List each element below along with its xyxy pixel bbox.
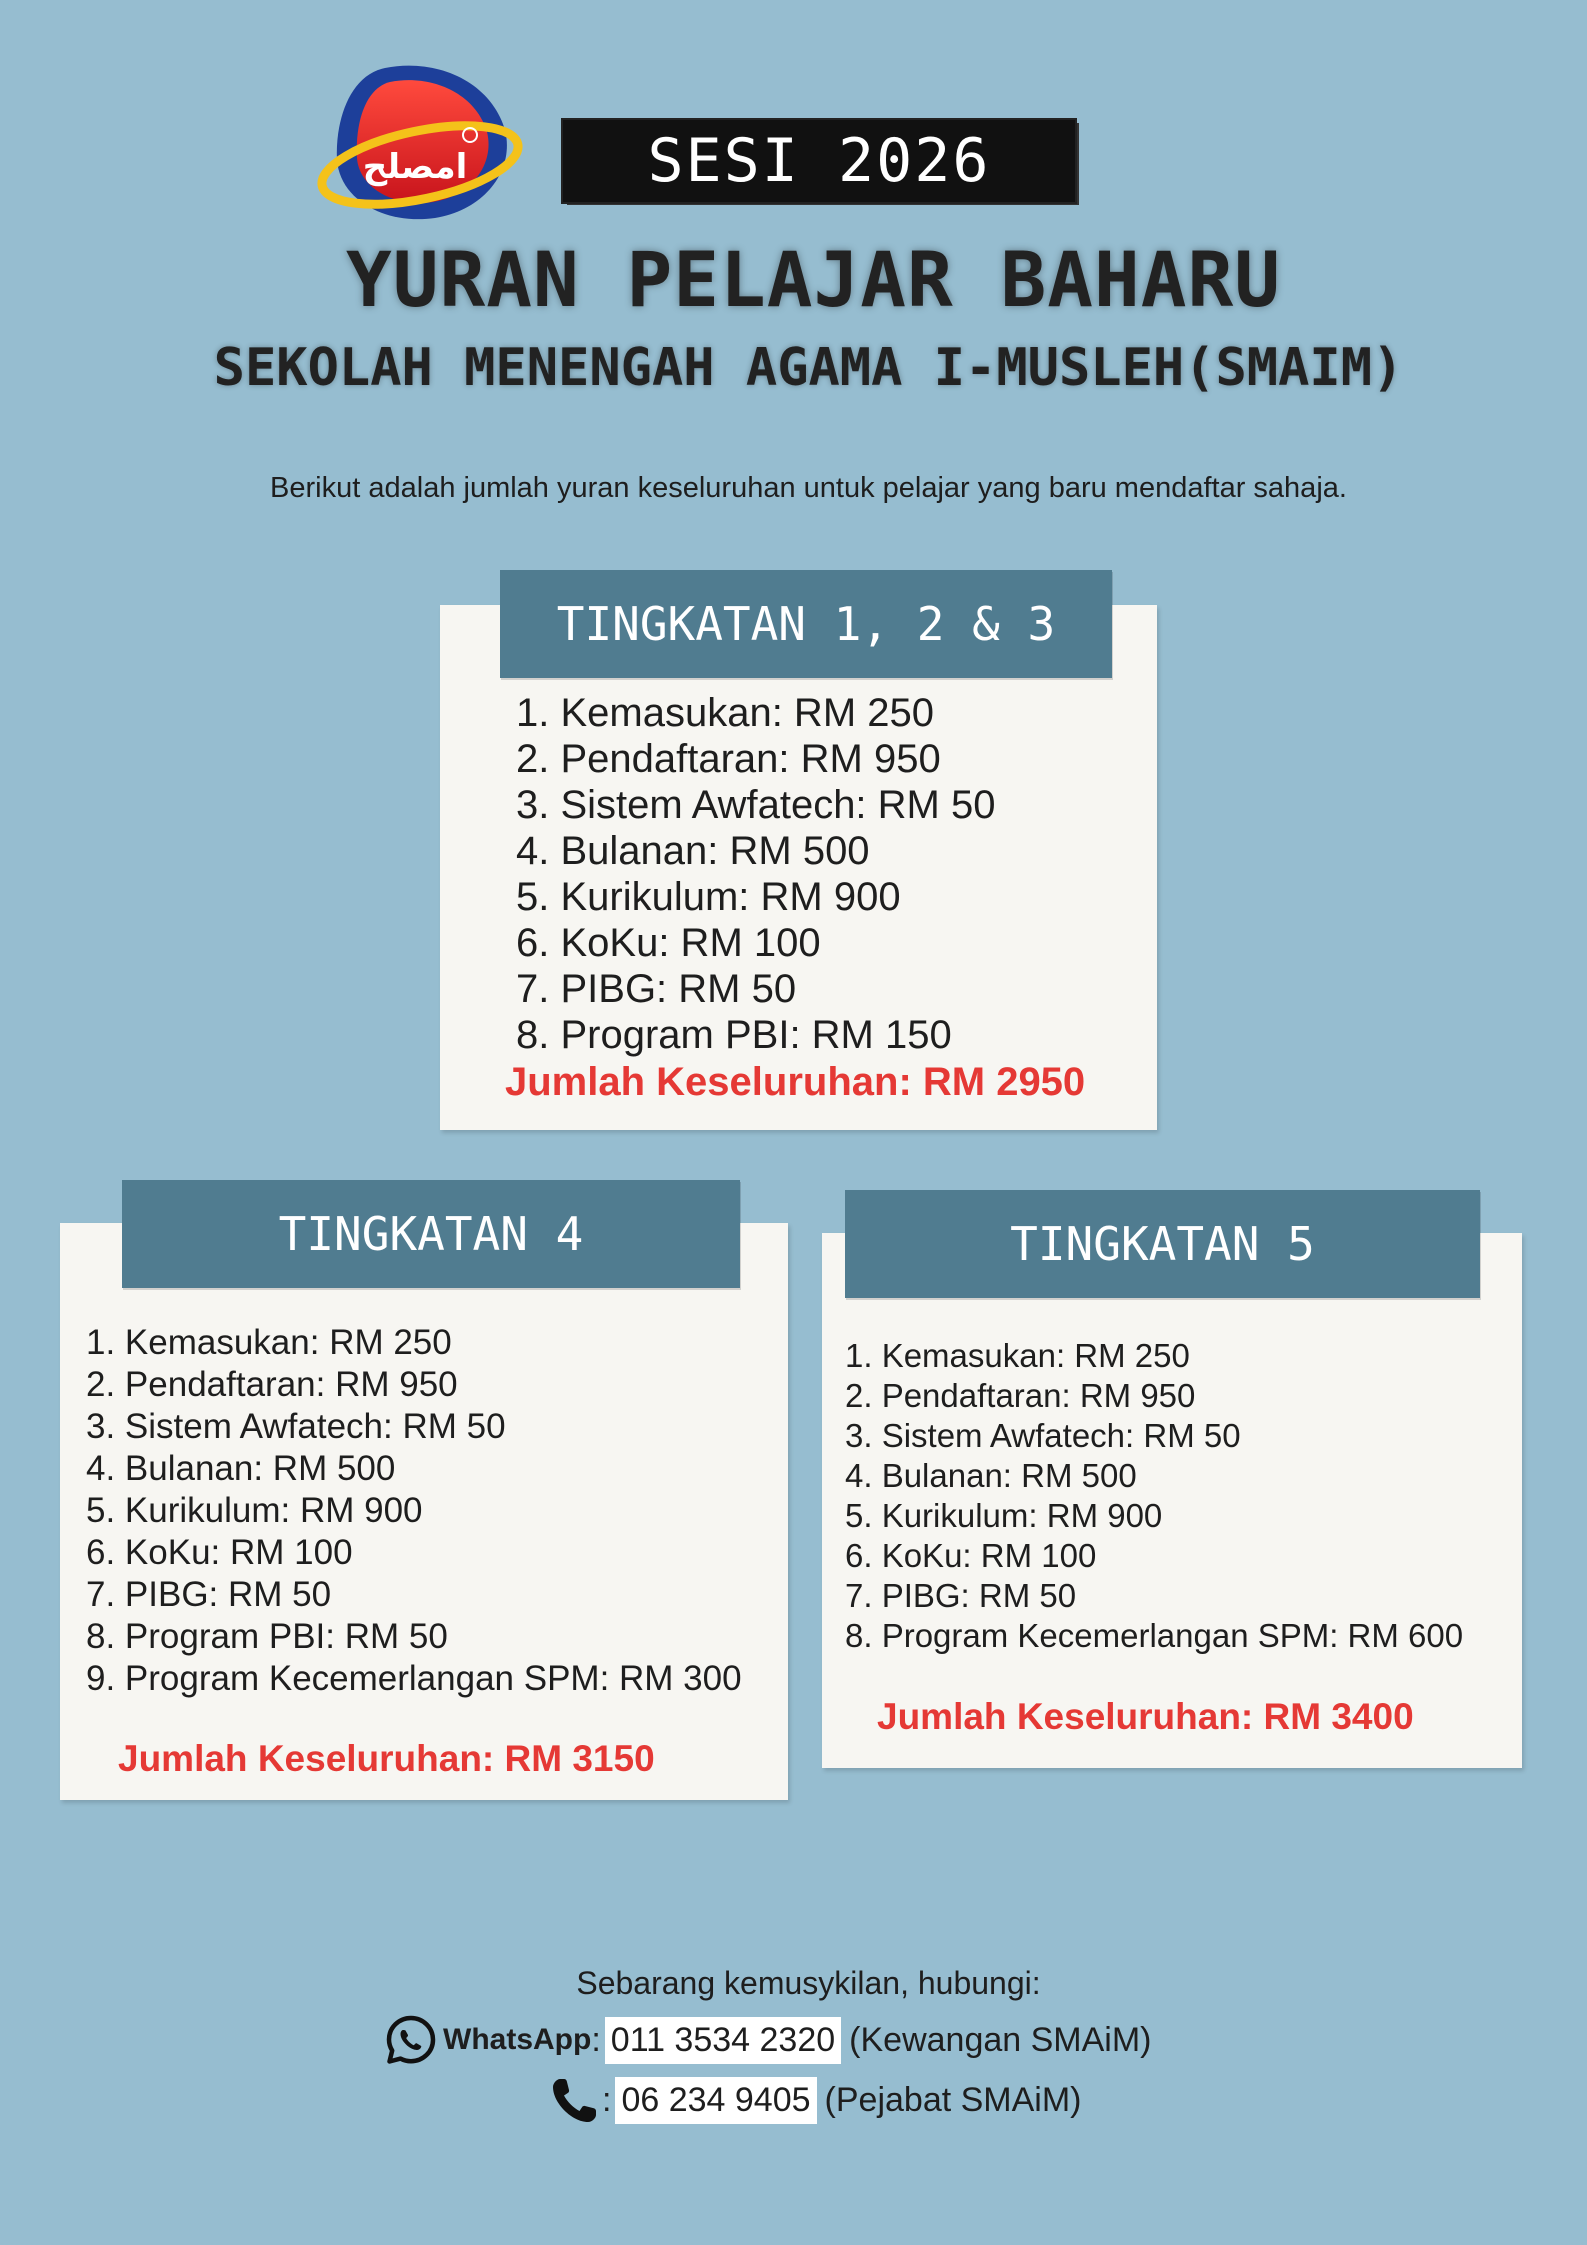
- whatsapp-number[interactable]: 011 3534 2320: [605, 2017, 841, 2064]
- fee-item: 8. Program Kecemerlangan SPM: RM 600: [845, 1617, 1464, 1654]
- phone-number[interactable]: 06 234 9405: [615, 2077, 816, 2124]
- fee-item: 8. Program PBI: RM 150: [516, 1013, 952, 1057]
- fee-item: 3. Sistem Awfatech: RM 50: [845, 1417, 1241, 1454]
- separator: :: [602, 2080, 612, 2119]
- fee-total: Jumlah Keseluruhan: RM 3400: [877, 1696, 1414, 1737]
- school-logo-icon: [315, 60, 530, 225]
- fee-item: 7. PIBG: RM 50: [86, 1575, 332, 1614]
- fee-item: 6. KoKu: RM 100: [845, 1537, 1097, 1574]
- fee-item: 2. Pendaftaran: RM 950: [845, 1377, 1196, 1414]
- whatsapp-contact: [385, 2008, 1152, 2072]
- fee-item: 6. KoKu: RM 100: [516, 921, 821, 965]
- fee-item: 3. Sistem Awfatech: RM 50: [86, 1407, 506, 1446]
- fee-card-title: TINGKATAN 5: [845, 1190, 1480, 1298]
- separator: :: [591, 2020, 601, 2059]
- fee-list: [845, 1336, 1463, 1656]
- fee-item: 5. Kurikulum: RM 900: [516, 875, 901, 919]
- fee-item: 1. Kemasukan: RM 250: [86, 1323, 452, 1362]
- fee-item: 1. Kemasukan: RM 250: [516, 691, 934, 735]
- whatsapp-icon: [385, 2014, 437, 2066]
- fee-item: 5. Kurikulum: RM 900: [845, 1497, 1163, 1534]
- fee-item: 7. PIBG: RM 50: [516, 967, 797, 1011]
- fee-item: 1. Kemasukan: RM 250: [845, 1337, 1190, 1374]
- fee-list: [516, 690, 995, 1058]
- fee-item: 9. Program Kecemerlangan SPM: RM 300: [86, 1659, 742, 1698]
- fee-card-title: TINGKATAN 4: [122, 1180, 740, 1288]
- fee-item: 4. Bulanan: RM 500: [845, 1457, 1137, 1494]
- fee-item: 2. Pendaftaran: RM 950: [516, 737, 941, 781]
- whatsapp-label: WhatsApp: [443, 2023, 592, 2056]
- intro-text: Berikut adalah jumlah yuran keseluruhan untuk pelajar yang baru mendaftar sahaja.: [270, 472, 1347, 504]
- page-title: YURAN PELAJAR BAHARU: [345, 235, 1282, 324]
- contact-heading: Sebarang kemusykilan, hubungi:: [576, 1965, 1041, 2001]
- session-banner: SESI 2026: [563, 120, 1075, 202]
- fee-item: 4. Bulanan: RM 500: [86, 1449, 396, 1488]
- fee-total: Jumlah Keseluruhan: RM 3150: [118, 1738, 655, 1779]
- fee-item: 4. Bulanan: RM 500: [516, 829, 870, 873]
- whatsapp-note: (Kewangan SMAiM): [849, 2020, 1152, 2059]
- fee-item: 3. Sistem Awfatech: RM 50: [516, 783, 996, 827]
- phone-icon: [548, 2073, 602, 2127]
- phone-contact: [548, 2068, 1082, 2132]
- fee-item: 7. PIBG: RM 50: [845, 1577, 1077, 1614]
- logo-text: امصلح: [362, 147, 468, 187]
- fee-list: [86, 1322, 742, 1700]
- school-logo: [315, 60, 530, 225]
- fee-item: 8. Program PBI: RM 50: [86, 1617, 448, 1656]
- fee-item: 6. KoKu: RM 100: [86, 1533, 353, 1572]
- fee-item: 2. Pendaftaran: RM 950: [86, 1365, 458, 1404]
- fee-card-title: TINGKATAN 1, 2 & 3: [500, 570, 1112, 678]
- fee-item: 5. Kurikulum: RM 900: [86, 1491, 423, 1530]
- phone-note: (Pejabat SMAiM): [824, 2080, 1082, 2119]
- school-name: SEKOLAH MENENGAH AGAMA I-MUSLEH(SMAIM): [213, 338, 1404, 398]
- fee-total: Jumlah Keseluruhan: RM 2950: [505, 1060, 1086, 1104]
